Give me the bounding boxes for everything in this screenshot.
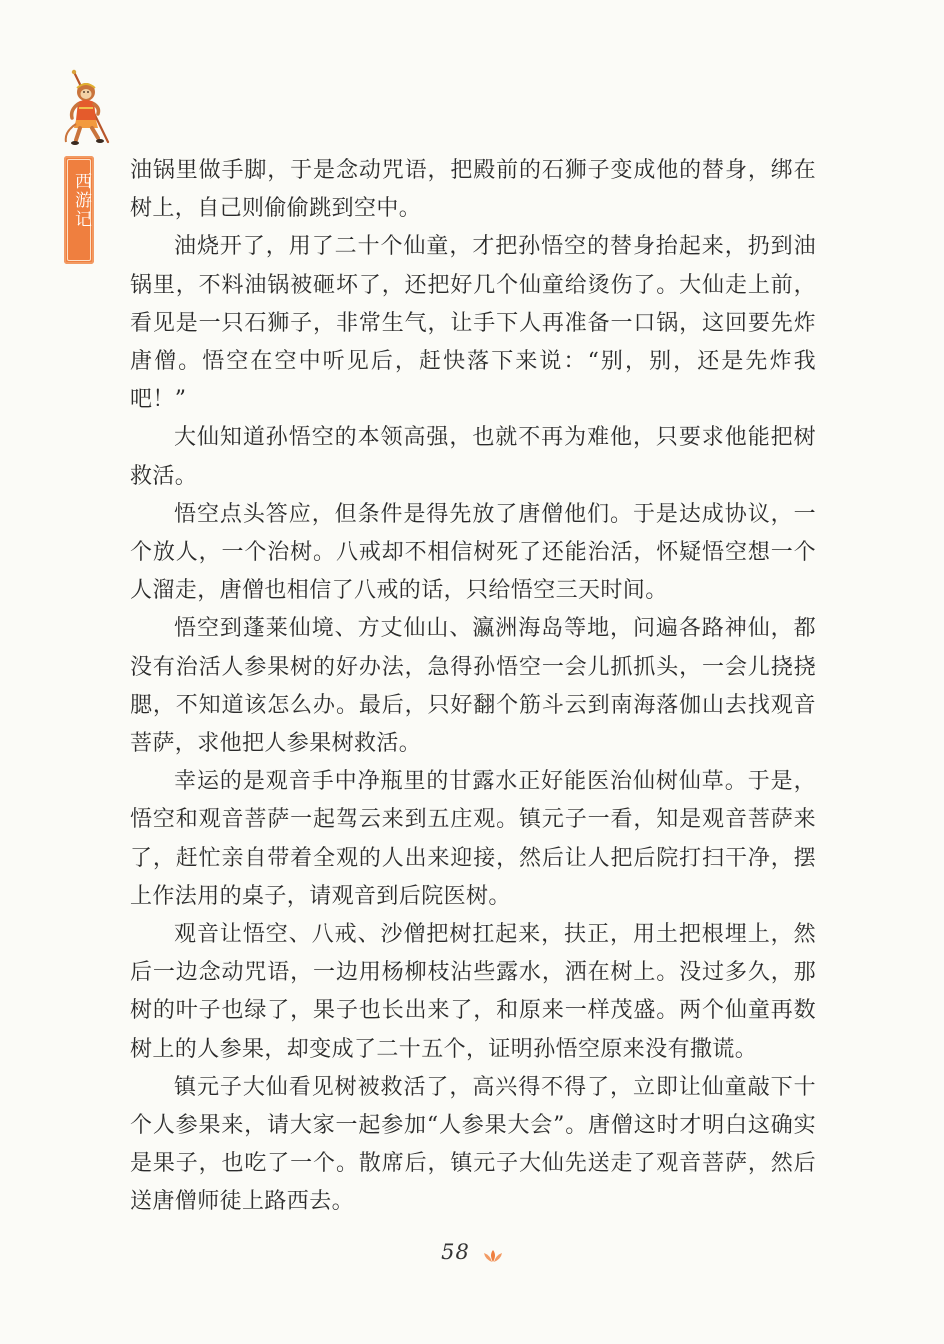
paragraph: 悟空点头答应，但条件是得先放了唐僧他们。于是达成协议，一个放人，一个治树。八戒却不相信树死了还能治活，怀疑悟空想一个人溜走，唐僧也相信了八戒的话，只给悟空三天时间。 [130, 501, 816, 604]
monkey-king-illustration-icon [52, 66, 122, 150]
paragraph: 镇元子大仙看见树被救活了，高兴得不得了，立即让仙童敲下十个人参果来，请大家一起参加“人参果大会”。唐僧这时才明白这确实是果子，也吃了一个。散席后，镇元子大仙先送走了观音菩萨，然后送唐僧师徒上路西去。 [130, 1074, 816, 1215]
lotus-leaf-icon [483, 1248, 503, 1262]
book-title-tab [64, 156, 94, 264]
book-title-label: 西游记 [71, 172, 91, 229]
page-number: 58 [441, 1240, 470, 1264]
paragraph: 观音让悟空、八戒、沙僧把树扛起来，扶正，用土把根埋上，然后一边念动咒语，一边用杨柳枝沾些露水，洒在树上。没过多久，那树的叶子也绿了，果子也长出来了，和原来一样茂盛。两个仙童再数树上的人参果，却变成了二十五个，证明孙悟空原来没有撒谎。 [130, 922, 816, 1062]
paragraph: 幸运的是观音手中净瓶里的甘露水正好能医治仙树仙草。于是，悟空和观音菩萨一起驾云来到五庄观。镇元子一看，知是观音菩萨来了，赶忙亲自带着全观的人出来迎接，然后让人把后院打扫干净，摆上作法用的桌子，请观音到后院医树。 [130, 769, 816, 909]
page-body [130, 152, 816, 1222]
paragraph: 悟空到蓬莱仙境、方丈仙山、瀛洲海岛等地，问遍各路神仙，都没有治活人参果树的好办法，急得孙悟空一会儿抓抓头，一会儿挠挠腮，不知道该怎么办。最后，只好翻个筋斗云到南海落伽山去找观音菩萨，求他把人参果树救活。 [130, 616, 816, 757]
paragraph: 油锅里做手脚，于是念动咒语，把殿前的石狮子变成他的替身，绑在树上，自己则偷偷跳到空中。 [130, 158, 816, 222]
page-footer [0, 1240, 944, 1264]
paragraph: 油烧开了，用了二十个仙童，才把孙悟空的替身抬起来，扔到油锅里，不料油锅被砸坏了，还把好几个仙童给烫伤了。大仙走上前，看见是一只石狮子，非常生气，让手下人再准备一口锅，这回要先炸唐僧。悟空在空中听见后，赶快落下来说：“别，别，还是先炸我吧！” [130, 234, 816, 413]
paragraph: 大仙知道孙悟空的本领高强，也就不再为难他，只要求他能把树救活。 [130, 425, 816, 489]
